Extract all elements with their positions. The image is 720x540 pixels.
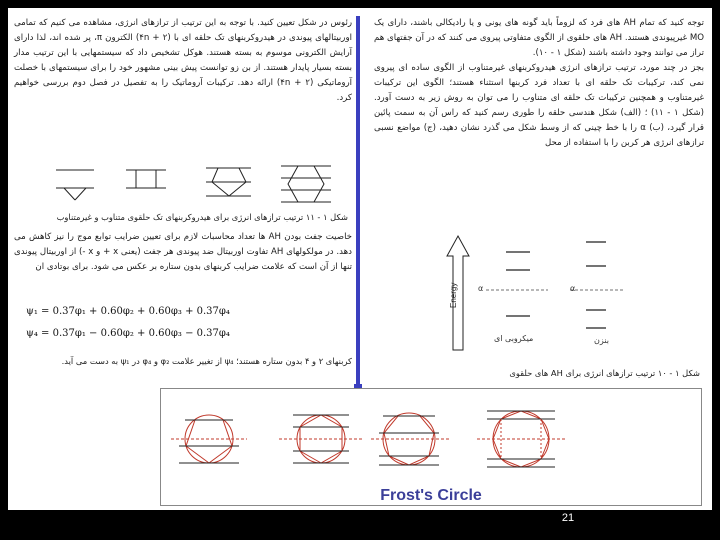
square-levels-diagram — [126, 170, 166, 188]
left-closing-text: کربنهای ۲ و ۴ بدون ستاره هستند؛ ψ₄ از تغییر علامت φ₂ و φ₄ در ψ₁ به دست می آید. — [61, 356, 352, 366]
triangle-levels-diagram — [56, 170, 94, 200]
right-figure-caption: شکل ۱ - ۱۰ ترتیب ترازهای انرژی برای AH های حلقوی — [509, 368, 700, 378]
alpha-label-1: α — [478, 284, 484, 293]
right-paragraph-2: بجز در چند مورد، ترتیب ترازهای انرژی هیدروکربنهای غیرمتناوب از الگوی ساده ای پیروی نمی کند، ترکیبات تک حلقه ای با تعداد فرد کربنها استثناء هستند؛ الگوی این ترکیبات غیرمتناوب و همچنین ترکیبات تک حلقه ای متناوب را می توان به روش زیر به دست آورد. (شکل ۱ - ۱۱) ؛ (الف) شکل هندسی حلقه را طوری رسم کنید که راس آن به سمت پائین قرار گیرد، (ب) α را با خط چینی که از وسط شکل می گذرد نشان دهید، (ج) مواضع نسبی ترازهای انرژی هر کربن را با استفاده از محل — [374, 63, 704, 148]
monocyclic-level-diagrams — [36, 158, 336, 206]
alpha-label-2: α — [570, 284, 576, 293]
left-paragraph-2: خاصیت جفت بودن AH ها تعداد محاسبات لازم برای تعیین ضرایب توابع موج را نیز کاهش می دهد. در مولکولهای AH تفاوت اوربیتال ضد پیوندی هر جفت (یعنی x + و x -) از اوربیتال پیوندی تنها از آن است که علامت ضرایب کربنهای بدون ستاره بر عکس می شود. برای بوتادی ان — [14, 232, 353, 272]
polygon-diagram-icon — [161, 389, 701, 485]
column-divider — [356, 16, 360, 386]
frost-hexagon — [279, 415, 363, 463]
frost-pentagon — [171, 415, 247, 463]
pentagon-levels-diagram — [206, 168, 251, 196]
frost-heptagon — [371, 413, 449, 465]
level-caption-left: میکروبی ای — [494, 334, 534, 343]
left-text-column-2 — [14, 230, 352, 275]
slide — [8, 8, 712, 510]
right-text-column — [374, 16, 704, 151]
equation-psi4: ψ₄ = 0.37φ₁ − 0.60φ₂ + 0.60φ₃ − 0.37φ₄ — [26, 328, 230, 339]
energy-axis-label: Energy — [449, 282, 458, 308]
equation-psi1: ψ₁ = 0.37φ₁ + 0.60φ₂ + 0.60φ₃ + 0.37φ₄ — [26, 306, 230, 317]
slide-footer-band — [0, 510, 720, 540]
hexagon-levels-diagram — [281, 166, 331, 202]
frost-circle-figure — [160, 388, 702, 506]
energy-level-lines — [478, 234, 628, 344]
left-text-column — [14, 16, 352, 106]
page-number: 21 — [561, 512, 575, 524]
left-figure-caption: شکل ۱ - ۱۱ ترتیب ترازهای انرژی برای هیدروکربنهای تک حلقوی متناوب و غیرمتناوب — [56, 212, 348, 222]
frost-octagon — [477, 411, 565, 467]
frost-circle-title: Frost's Circle — [380, 487, 482, 504]
right-paragraph-1: توجه کنید که تمام AH های فرد که لزوماً باید گونه های یونی و یا رادیکالی باشند، دارای یک MO غیرپیوندی هستند. AH های حلقوی از الگوی متفاوتی پیروی می کنند که در آن جفتهای هم تراز می توانند وجود داشته باشند (شکل ۱ - ۱۰). — [374, 18, 704, 58]
left-paragraph-1: رئوس در شکل تعیین کنید. با توجه به این ترتیب از ترازهای انرژی، مشاهده می کنیم که تمامی اوربیتالهای پیوندی در هیدروکربنهای تک حلقه ای با (۴n + ۲) الکترون π، پر شده اند، لذا دارای آرایش الکترونی موسوم به بسته هستند. هوکل تشخیص داد که سیستمهایی با این ترتیب مدار بسته بسیار پایدار هستند. از بن زو توانست پیش بینی مشهور خود را برای سیستمهای با خصلت آروماتیکی (۴n + ۲) ارائه دهد. ترکیبات آروماتیک را به تفصیل در فصل دوم بررسی خواهیم کرد. — [14, 18, 353, 103]
level-caption-right: بنزن — [594, 336, 609, 345]
